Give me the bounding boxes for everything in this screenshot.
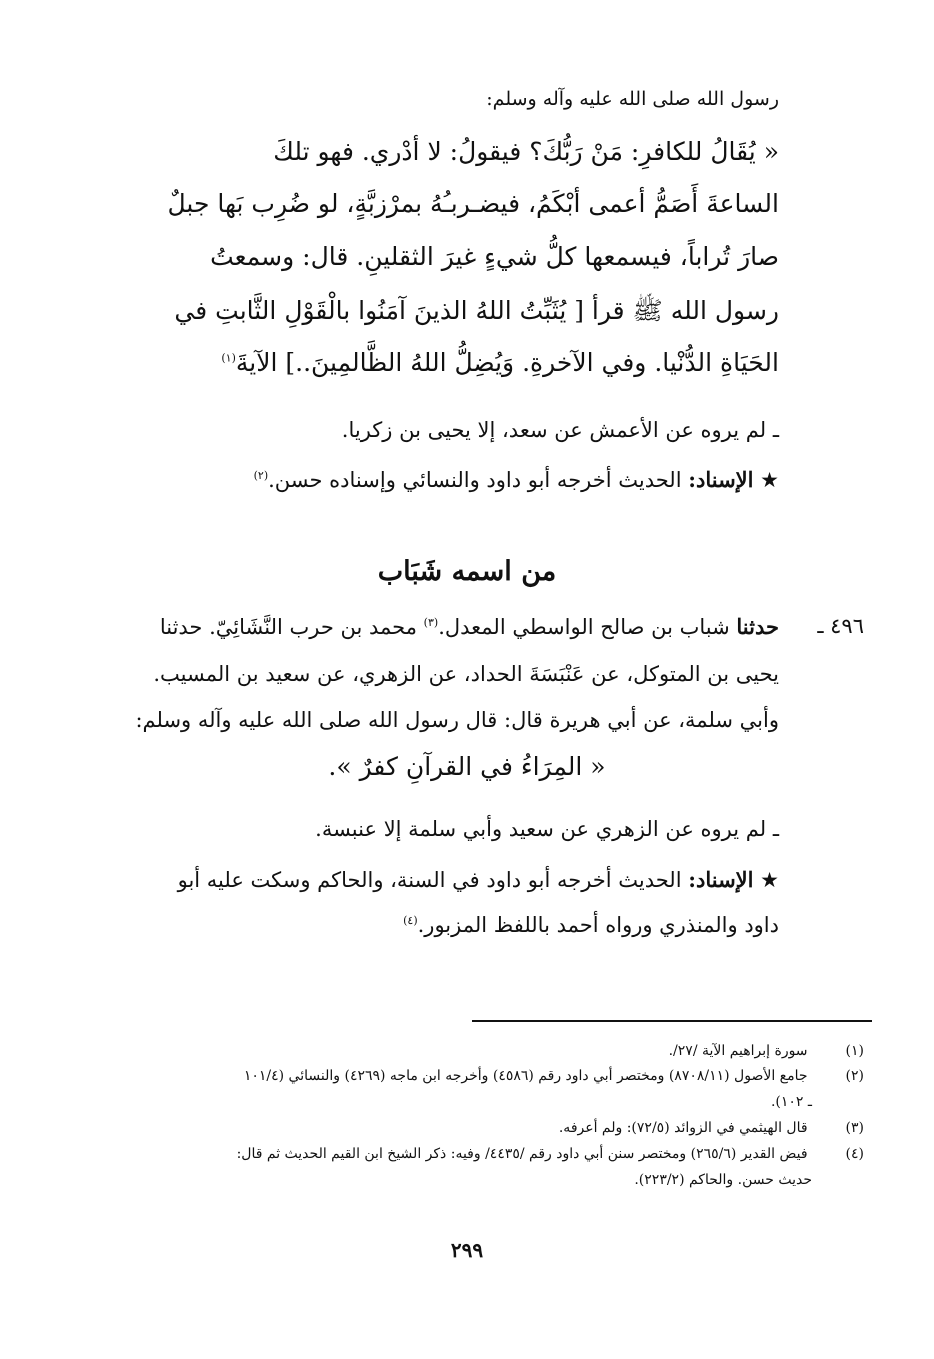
hadith-number: ٤٩٦ ـ [817, 614, 864, 638]
footnote-number: (١) [845, 1043, 864, 1059]
hadith-a-line-4: رسول الله ﷺ قرأ [ يُثَبِّتُ اللهُ الذينَ آمَنُوا بالْقَوْلِ الثَّابتِ في [174, 296, 779, 325]
hadith-b-quote: « المِرَاءُ في القرآنِ كفرٌ ». [328, 752, 606, 781]
hadith-a-line-5 [221, 348, 779, 377]
isnad-label: الإسناد: [688, 467, 754, 492]
footnote-4 [237, 1146, 864, 1162]
section-heading: من اسمه شَبَاب [377, 556, 557, 587]
hadith-b-line-1-text: شباب بن صالح الواسطي المعدل. [438, 615, 730, 639]
hadith-b-line-3: وأبي سلمة، عن أبي هريرة قال: قال رسول الله صلى الله عليه وآله وسلم: [135, 708, 779, 732]
isnad-b-text-2: داود والمنذري ورواه أحمد باللفظ المزبور. [417, 913, 779, 937]
star-icon: ★ [760, 468, 779, 492]
footnote-3 [559, 1120, 864, 1136]
footnote-ref-3: (٣) [423, 616, 439, 629]
footnote-ref-1: (١) [221, 351, 236, 365]
footnote-number: (٢) [845, 1068, 864, 1084]
isnad-a-text: الحديث أخرجه أبو داود والنسائي وإسناده حسن. [268, 468, 682, 492]
footnote-number: (٤) [845, 1146, 864, 1162]
footnote-2-continuation: ـ ١٠٢). [770, 1094, 812, 1110]
footnote-text: جامع الأصول (٨٧٠٨/١١) ومختصر أبي داود رقم (٤٥٨٦) وأخرجه ابن ماجه (٤٢٦٩) والنسائي (١٠١/٤ [243, 1068, 808, 1084]
footnote-text: قال الهيثمي في الزوائد (٧٢/٥): ولم أعرفه. [558, 1120, 808, 1136]
footnote-1 [669, 1043, 864, 1059]
note-a: ـ لم يروه عن الأعمش عن سعد، إلا يحيى بن زكريا. [341, 418, 779, 442]
star-icon: ★ [760, 868, 779, 892]
intro-line: رسول الله صلى الله عليه وآله وسلم: [486, 88, 779, 110]
isnad-b-text-1: الحديث أخرجه أبو داود في السنة، والحاكم وسكت عليه أبو [177, 868, 682, 892]
hadith-b-line-1 [160, 614, 779, 639]
footnote-ref-4: (٤) [403, 914, 418, 927]
isnad-b-line-2 [403, 913, 779, 937]
isnad-b-line-1 [178, 867, 779, 892]
hadith-a-line-2: الساعةَ أَصَمُّ أعمى أبْكَمُ، فيضـربـُهُ بمرْزبَّةٍ، لو ضُرِب بَها جبلٌ [167, 189, 779, 218]
hadith-a-line-3: صارَ تُراباً، فيسمعها كلُّ شيءٍ غيرَ الثقلينِ. قال: وسمعتُ [210, 242, 779, 271]
footnote-text: فيض القدير (٢٦٥/٦) ومختصر سنن أبي داود رقم /٤٤٣٥/ وفيه: ذكر الشيخ ابن القيم الحديث ثم قال: [236, 1146, 808, 1162]
footnote-ref-2: (٢) [253, 469, 269, 482]
footnote-divider [472, 1020, 872, 1022]
hadith-b-line-1-tail: محمد بن حرب النَّشَائِيّ. حدثنا [159, 615, 417, 639]
note-b: ـ لم يروه عن الزهري عن سعيد وأبي سلمة إلا عنبسة. [315, 817, 779, 841]
hadith-b-line-2: يحيى بن المتوكل، عن عَنْبَسَةَ الحداد، عن الزهري، عن سعيد بن المسيب. [153, 662, 779, 686]
footnote-number: (٣) [845, 1120, 864, 1136]
hadith-a-line-5-text: الحَيَاةِ الدُّنْيا. وفي الآخرةِ. وَيُضِلُّ اللهُ الظَّالمِينَ..] الآيةَ [235, 348, 779, 377]
footnote-4-continuation: حديث حسن. والحاكم (٢٢٣/٢). [634, 1172, 812, 1188]
hadith-b-lead: حدثنا [736, 614, 779, 639]
hadith-a-line-1: « يُقَالُ للكافرِ: مَنْ رَبُّكَ؟ فيقولُ: لا أدْري. فهو تلكَ [273, 137, 779, 166]
footnote-2 [244, 1068, 864, 1084]
footnote-text: سورة إبراهيم الآية /٢٧/. [668, 1043, 808, 1059]
page-number: ٢٩٩ [450, 1238, 484, 1262]
isnad-a [254, 467, 779, 492]
isnad-label: الإسناد: [688, 867, 754, 892]
